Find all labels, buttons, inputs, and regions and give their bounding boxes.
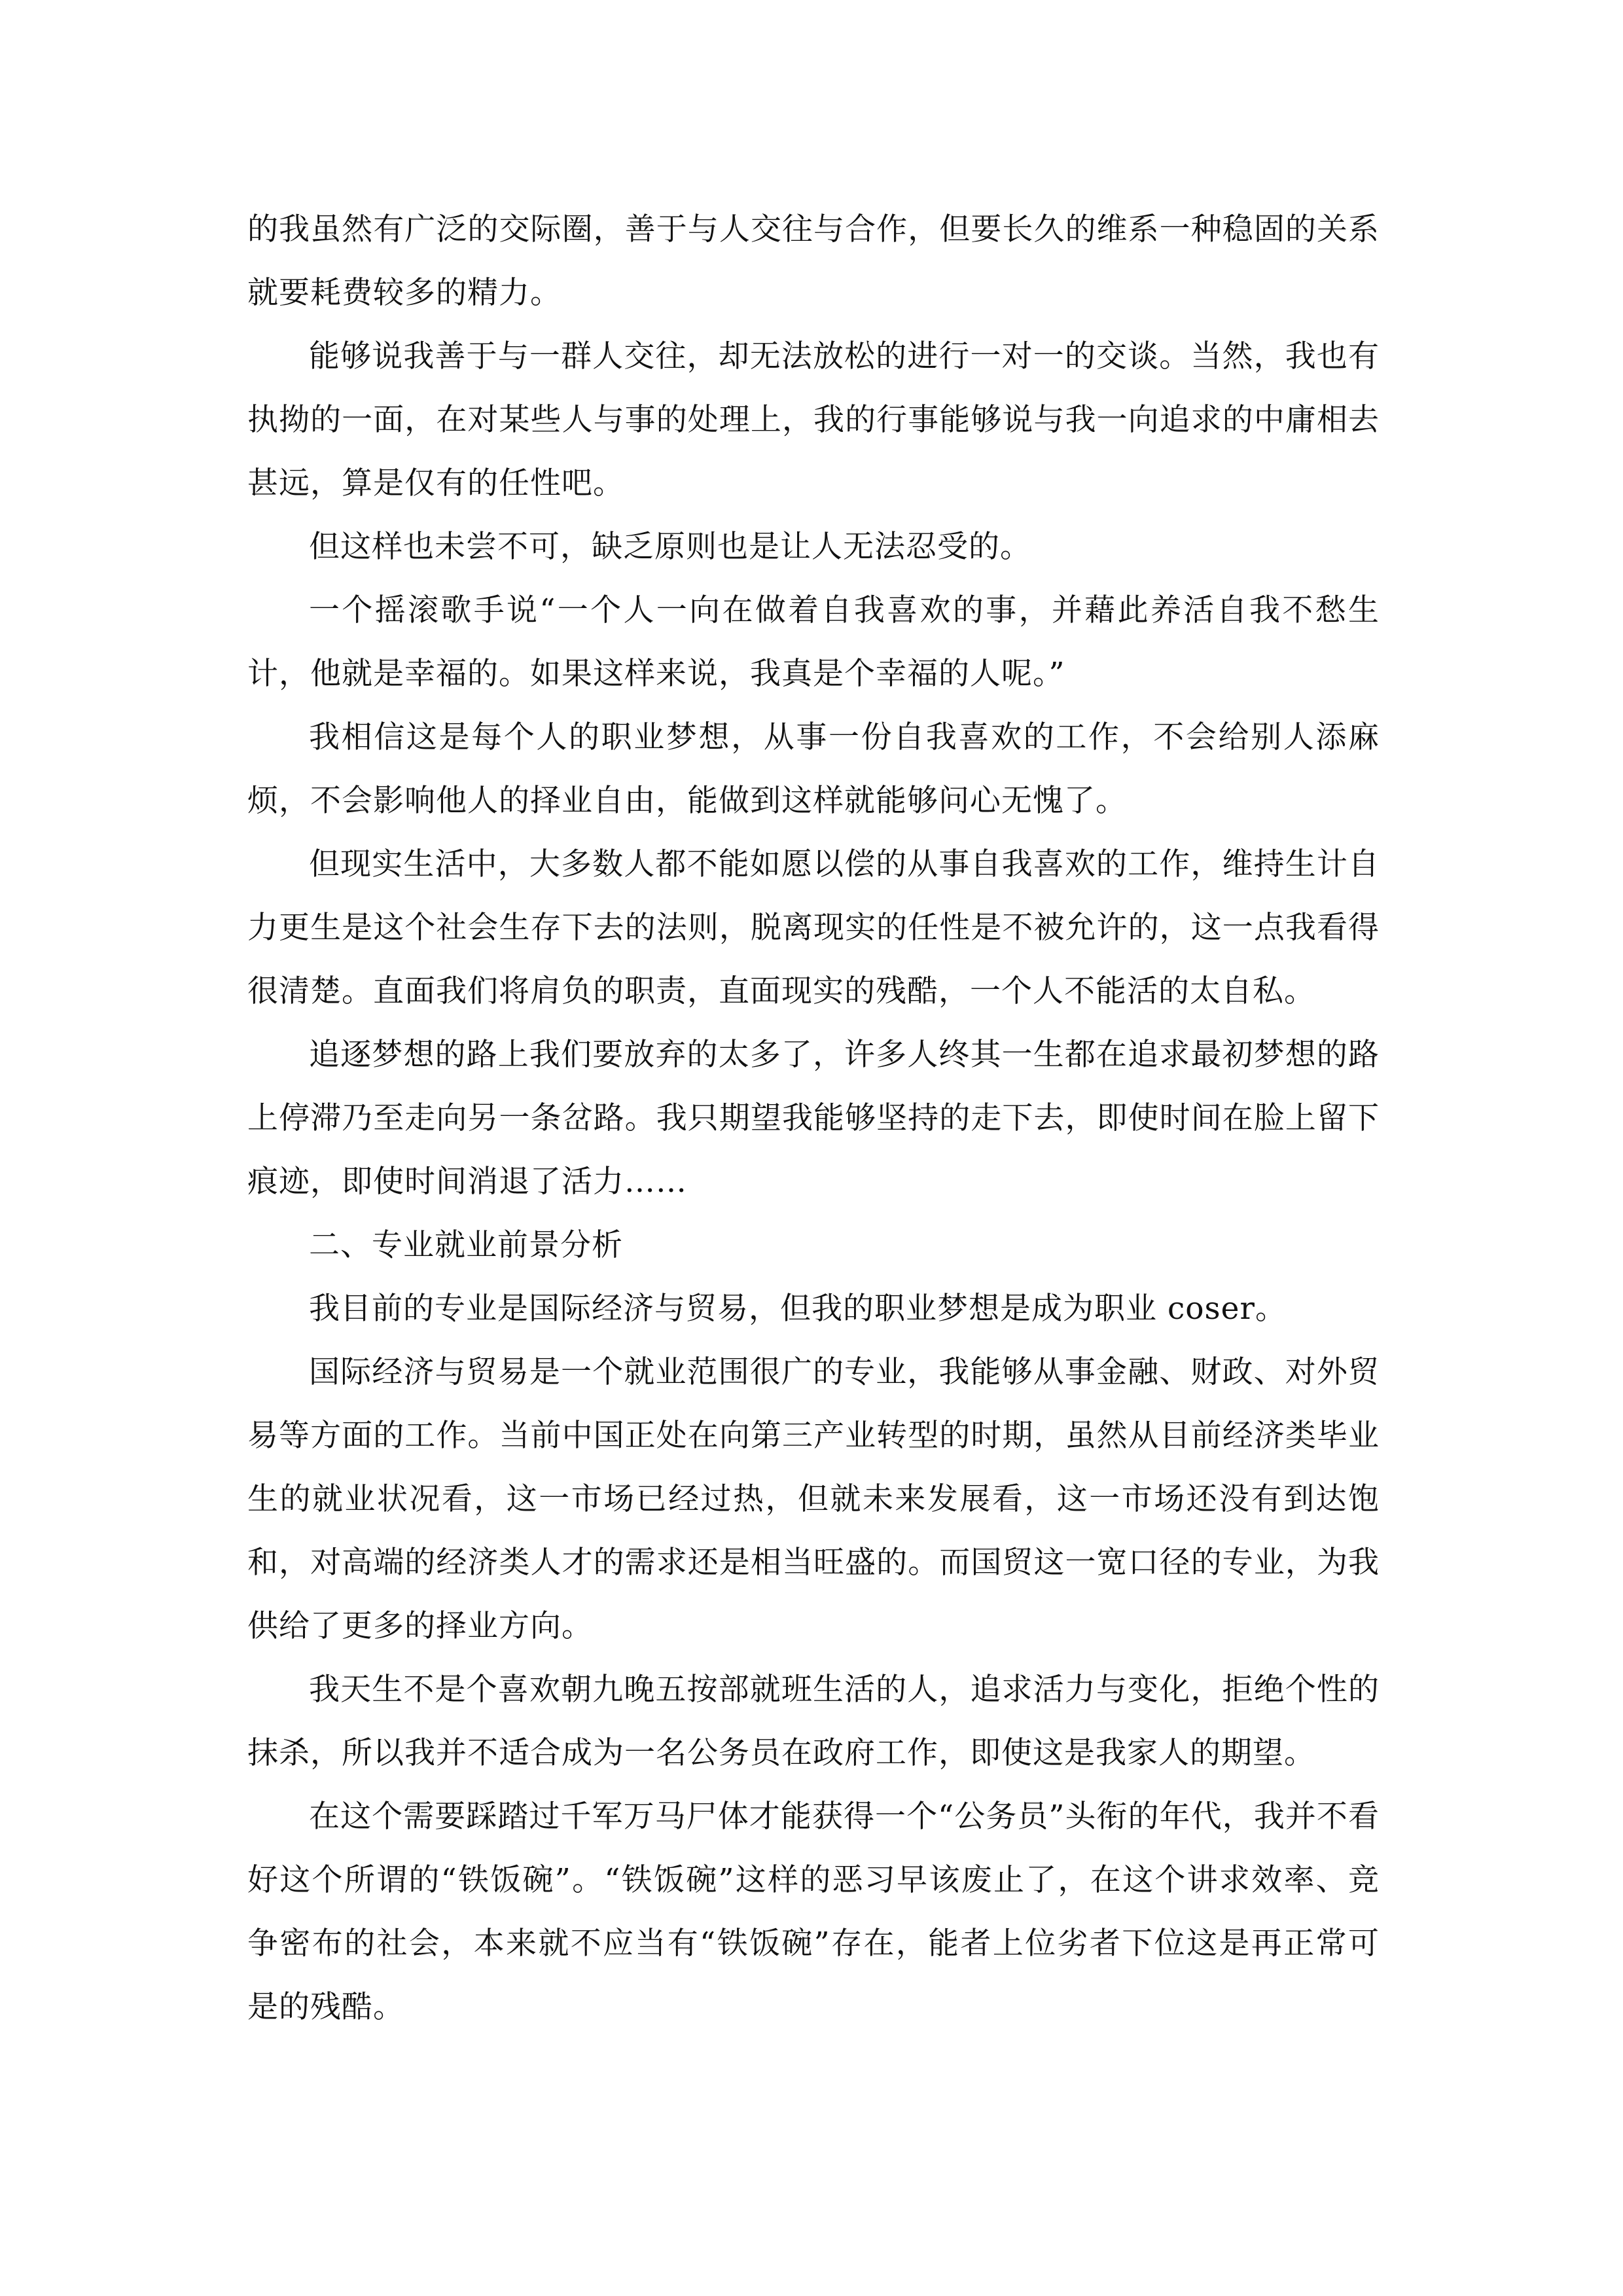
document-body xyxy=(247,198,1380,2039)
paragraph: 但现实生活中，大多数人都不能如愿以偿的从事自我喜欢的工作，维持生计自力更生是这个社会生存下去的法则，脱离现实的任性是不被允许的，这一点我看得很清楚。直面我们将肩负的职责，直面现实的残酷，一个人不能活的太自私。 xyxy=(247,846,1380,1009)
paragraph: 在这个需要踩踏过千军万马尸体才能获得一个“公务员”头衔的年代，我并不看好这个所谓的“铁饭碗”。“铁饭碗”这样的恶习早该废止了，在这个讲求效率、竞争密布的社会，本来就不应当有“铁饭碗”存在，能者上位劣者下位这是再正常可是的残酷。 xyxy=(247,1799,1380,2025)
paragraph: 我天生不是个喜欢朝九晚五按部就班生活的人，追求活力与变化，拒绝个性的抹杀，所以我并不适合成为一名公务员在政府工作，即使这是我家人的期望。 xyxy=(247,1672,1380,1771)
paragraph: 国际经济与贸易是一个就业范围很广的专业，我能够从事金融、财政、对外贸易等方面的工作。当前中国正处在向第三产业转型的时期，虽然从目前经济类毕业生的就业状况看，这一市场已经过热，但就未来发展看，这一市场还没有到达饱和，对高端的经济类人才的需求还是相当旺盛的。而国贸这一宽口径的专业，为我供给了更多的择业方向。 xyxy=(247,1354,1380,1644)
paragraph: 一个摇滚歌手说“一个人一向在做着自我喜欢的事，并藉此养活自我不愁生计，他就是幸福的。如果这样来说，我真是个幸福的人呢。” xyxy=(247,592,1380,692)
paragraph: 我相信这是每个人的职业梦想，从事一份自我喜欢的工作，不会给别人添麻烦，不会影响他人的择业自由，能做到这样就能够问心无愧了。 xyxy=(247,719,1380,819)
section-heading: 二、专业就业前景分析 xyxy=(309,1227,623,1263)
paragraph: 能够说我善于与一群人交往，却无法放松的进行一对一的交谈。当然，我也有执拗的一面，在对某些人与事的处理上，我的行事能够说与我一向追求的中庸相去甚远，算是仅有的任性吧。 xyxy=(247,338,1380,501)
paragraph: 但这样也未尝不可，缺乏原则也是让人无法忍受的。 xyxy=(309,529,1031,565)
paragraph: 追逐梦想的路上我们要放弃的太多了，许多人终其一生都在追求最初梦想的路上停滞乃至走向另一条岔路。我只期望我能够坚持的走下去，即使时间在脸上留下痕迹，即使时间消退了活力…… xyxy=(247,1037,1380,1200)
paragraph-continued: 的我虽然有广泛的交际圈，善于与人交往与合作，但要长久的维系一种稳固的关系就要耗费较多的精力。 xyxy=(247,211,1380,311)
paragraph: 我目前的专业是国际经济与贸易，但我的职业梦想是成为职业 coser。 xyxy=(309,1291,1287,1327)
